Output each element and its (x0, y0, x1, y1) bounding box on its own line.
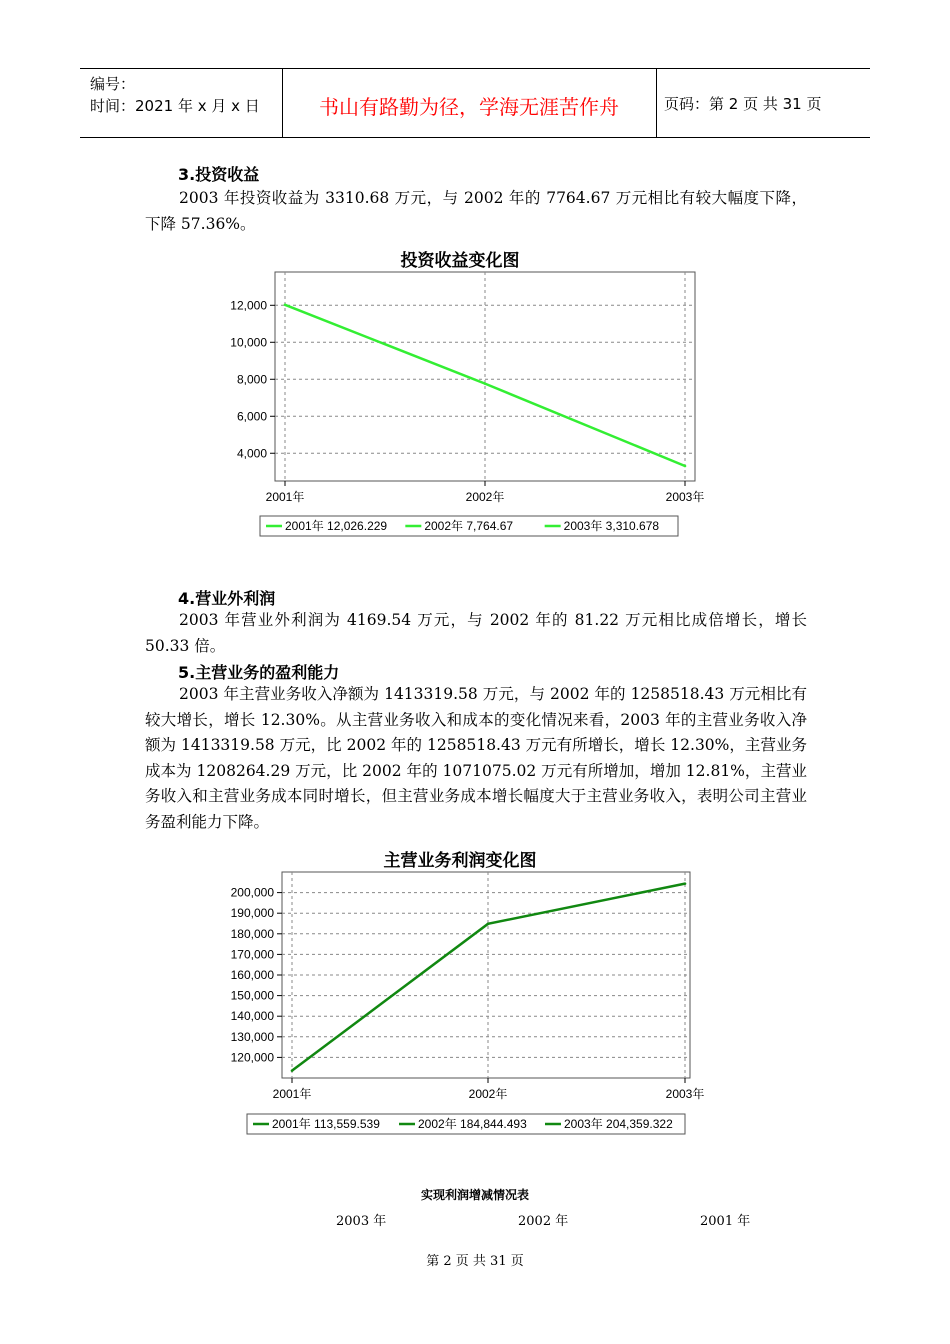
table-title: 实现利润增减情况表 (420, 1188, 529, 1202)
y-tick-label: 130,000 (230, 1029, 274, 1044)
y-tick-label: 6,000 (236, 409, 267, 424)
header-page-info: 页码：第 2 页 共 31 页 (664, 95, 822, 113)
x-tick-label: 2002年 (465, 490, 505, 504)
y-tick-label: 190,000 (230, 906, 274, 921)
x-tick-label: 2001年 (272, 1087, 312, 1101)
x-tick-label: 2001年 (265, 490, 305, 504)
y-tick-label: 10,000 (230, 335, 267, 350)
section-heading-profitability: 5.主营业务的盈利能力 (178, 663, 340, 682)
y-tick-label: 8,000 (236, 372, 267, 387)
table-column-header: 2003 年 (336, 1214, 387, 1229)
paragraph-profitability: 2003 年主营业务收入净额为 1413319.58 万元，与 2002 年的 1258518.43 万元相比有较大增长，增长 12.30%。从主营业务收入和成本的变化情况来看，2003 年的主营业务收入净额为 1413319.58 万元，比 2002 年的 1258518.43 万元有所增长，增长 12.30%，主营业务成本为 1208264.29 万元，比 2002 年的 1071075.02 万元有所增加，增加 12.81%，主营业务收入和主营业务成本同时增长，但主营业务成本增长幅度大于主营业务收入，表明公司主营业务盈利能力下降。 (145, 685, 807, 831)
legend-label: 2001年 12,026.229 (285, 519, 388, 533)
header-motto: 书山有路勤为径，学海无涯苦作舟 (319, 95, 619, 119)
number-label: 编号： (90, 75, 136, 93)
legend-label: 2003年 3,310.678 (563, 519, 660, 533)
section-heading-investment: 3.投资收益 (178, 165, 260, 184)
y-tick-label: 140,000 (230, 1009, 274, 1024)
y-tick-label: 180,000 (230, 926, 274, 941)
y-tick-label: 12,000 (230, 298, 267, 313)
y-tick-label: 200,000 (230, 885, 274, 900)
data-point (684, 882, 687, 885)
table-column-header: 2002 年 (518, 1214, 569, 1229)
paragraph-nonoperating: 2003 年营业外利润为 4169.54 万元，与 2002 年的 81.22 万元相比成倍增长，增长 50.33 倍。 (145, 611, 807, 655)
data-point (487, 923, 490, 926)
y-tick-label: 150,000 (230, 988, 274, 1003)
x-tick-label: 2003年 (665, 1087, 705, 1101)
table-column-header: 2001 年 (700, 1214, 751, 1229)
page-footer: 第 2 页 共 31 页 (426, 1254, 524, 1269)
y-tick-label: 120,000 (230, 1050, 274, 1065)
paragraph-investment: 2003 年投资收益为 3310.68 万元，与 2002 年的 7764.67 万元相比有较大幅度下降，下降 57.36%。 (145, 189, 807, 233)
section-heading-nonoperating: 4.营业外利润 (178, 589, 276, 608)
legend-label: 2001年 113,559.539 (272, 1117, 380, 1131)
data-point (291, 1069, 294, 1072)
chart-title: 主营业务利润变化图 (383, 851, 537, 871)
x-tick-label: 2003年 (665, 490, 705, 504)
chart-title: 投资收益变化图 (400, 251, 520, 271)
y-tick-label: 4,000 (236, 446, 267, 461)
x-tick-label: 2002年 (468, 1087, 508, 1101)
legend-label: 2002年 7,764.67 (424, 519, 514, 533)
legend-label: 2002年 184,844.493 (418, 1117, 527, 1131)
time-label: 时间：2021 年 x 月 x 日 (90, 97, 260, 115)
y-tick-label: 160,000 (230, 968, 274, 982)
y-tick-label: 170,000 (230, 947, 274, 962)
legend-label: 2003年 204,359.322 (564, 1117, 673, 1131)
